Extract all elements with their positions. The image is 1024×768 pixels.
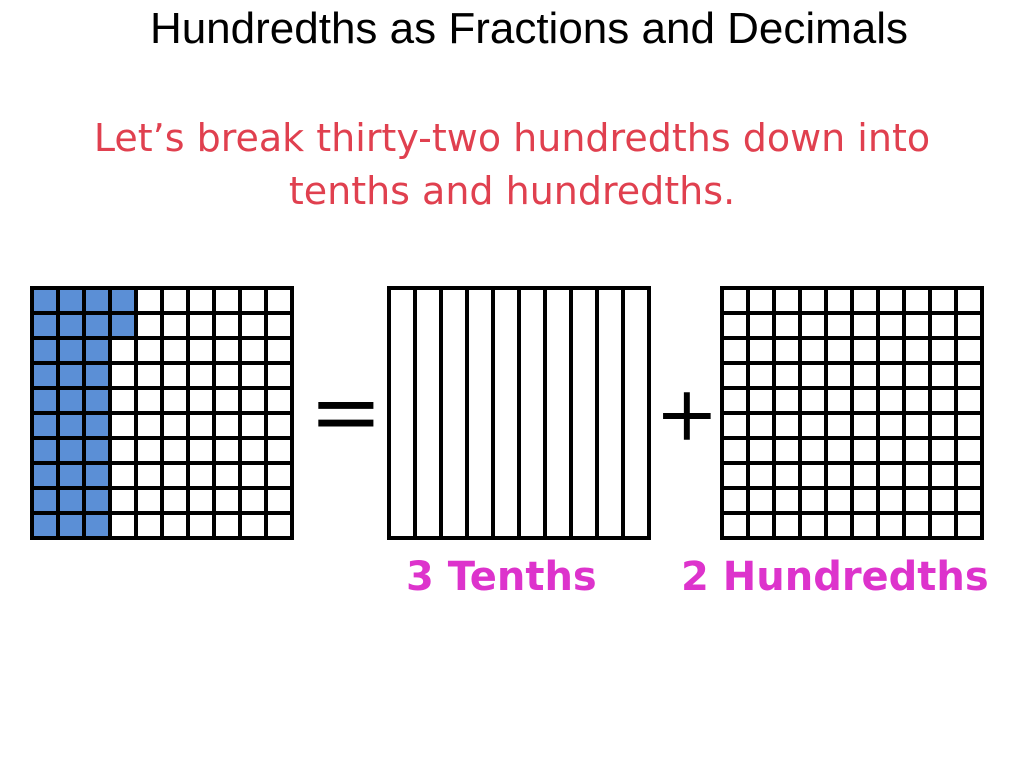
hundredths-shaded-grid-cell-shaded	[84, 488, 110, 513]
hundredths-grid-cell	[748, 513, 774, 538]
hundredths-shaded-grid-cell	[136, 513, 162, 538]
hundredths-shaded-grid-cell-shaded	[58, 363, 84, 388]
equals-sign: =	[309, 360, 383, 463]
hundredths-shaded-grid-cell	[162, 463, 188, 488]
hundredths-grid-cell	[904, 488, 930, 513]
hundredths-shaded-grid-cell	[136, 463, 162, 488]
hundredths-shaded-grid-cell-shaded	[58, 513, 84, 538]
hundredths-shaded-grid-cell	[136, 438, 162, 463]
hundredths-shaded-grid-cell-shaded	[32, 463, 58, 488]
hundredths-shaded-grid-cell-shaded	[58, 338, 84, 363]
hundredths-grid-cell	[722, 288, 748, 313]
hundredths-grid-cell	[956, 363, 982, 388]
hundredths-shaded-grid-cell-shaded	[58, 413, 84, 438]
hundredths-grid-cell	[852, 513, 878, 538]
hundredths-grid-cell	[904, 438, 930, 463]
hundredths-model	[722, 288, 982, 538]
hundredths-grid-cell	[748, 288, 774, 313]
hundredths-grid-cell	[800, 438, 826, 463]
hundredths-grid-cell	[878, 288, 904, 313]
hundredths-grid-cell	[852, 313, 878, 338]
hundredths-grid-cell	[930, 438, 956, 463]
tenth-strip	[389, 288, 415, 538]
hundredths-grid-cell	[956, 463, 982, 488]
hundredths-shaded-grid-cell-shaded	[32, 413, 58, 438]
hundredths-grid-cell	[774, 438, 800, 463]
hundredths-shaded-grid-cell-shaded	[58, 463, 84, 488]
hundredths-grid-cell	[904, 513, 930, 538]
hundredths-shaded-grid-cell	[162, 488, 188, 513]
hundredths-shaded-grid-cell	[110, 413, 136, 438]
hundredths-shaded-grid-cell	[240, 313, 266, 338]
hundredths-grid-cell	[878, 463, 904, 488]
tenths-label: 3 Tenths	[406, 554, 597, 600]
hundredths-shaded-grid-cell	[162, 338, 188, 363]
hundredths-shaded-grid-cell-shaded	[84, 388, 110, 413]
hundredths-grid-cell	[956, 413, 982, 438]
hundredths-shaded-grid-cell	[240, 413, 266, 438]
hundredths-shaded-grid-cell	[214, 288, 240, 313]
hundredths-shaded-grid-cell	[188, 338, 214, 363]
hundredths-shaded-grid-cell	[240, 338, 266, 363]
hundredths-shaded-grid-cell	[214, 488, 240, 513]
hundredths-grid-cell	[930, 363, 956, 388]
hundredths-grid-cell	[722, 513, 748, 538]
hundredths-grid-cell	[748, 338, 774, 363]
hundredths-shaded-grid-cell	[110, 488, 136, 513]
hundredths-shaded-grid-cell	[240, 288, 266, 313]
hundredths-grid-cell	[904, 288, 930, 313]
hundredths-grid-cell	[748, 363, 774, 388]
hundredths-grid-cell	[852, 388, 878, 413]
hundredths-grid-cell	[852, 488, 878, 513]
hundredths-shaded-grid-cell-shaded	[110, 313, 136, 338]
hundredths-shaded-grid-cell	[136, 313, 162, 338]
subtitle-line-2: tenths and hundredths.	[288, 169, 736, 213]
hundredths-shaded-grid-cell-shaded	[32, 438, 58, 463]
hundredths-shaded-grid-cell	[214, 338, 240, 363]
hundredths-shaded-grid-cell-shaded	[58, 488, 84, 513]
hundredths-grid-cell	[904, 463, 930, 488]
hundredths-grid-cell	[852, 363, 878, 388]
hundredths-grid-cell	[748, 463, 774, 488]
hundredths-grid-cell	[722, 438, 748, 463]
hundredths-shaded-grid-cell-shaded	[58, 313, 84, 338]
hundredths-shaded-grid-cell	[266, 388, 292, 413]
hundredths-grid-svg	[722, 288, 982, 538]
hundredths-shaded-grid-cell-shaded	[84, 288, 110, 313]
hundredths-shaded-grid-cell	[214, 438, 240, 463]
hundredths-grid-cell	[956, 488, 982, 513]
hundredths-grid-cell	[956, 288, 982, 313]
hundredths-shaded-grid-cell-shaded	[84, 338, 110, 363]
hundredths-shaded-grid-cell	[136, 338, 162, 363]
hundredths-grid-cell	[956, 388, 982, 413]
hundredths-grid-cell	[774, 363, 800, 388]
hundredths-label: 2 Hundredths	[681, 554, 989, 600]
hundredths-grid-cell	[800, 338, 826, 363]
hundredths-shaded-grid-cell	[188, 363, 214, 388]
hundredths-shaded-grid-cell	[110, 438, 136, 463]
tenth-strip	[545, 288, 571, 538]
hundredths-grid-cell	[722, 338, 748, 363]
hundredths-grid-cell	[774, 513, 800, 538]
hundredths-grid-cell	[878, 363, 904, 388]
hundredths-shaded-grid-cell-shaded	[84, 438, 110, 463]
hundredths-grid-cell	[852, 413, 878, 438]
hundredths-shaded-grid-cell	[188, 413, 214, 438]
hundredths-shaded-grid-cell-shaded	[84, 313, 110, 338]
hundredths-grid-cell	[774, 388, 800, 413]
hundredths-grid-cell	[722, 488, 748, 513]
tenth-strip	[467, 288, 493, 538]
hundredths-shaded-grid-cell	[110, 388, 136, 413]
hundredths-shaded-grid-cell	[266, 313, 292, 338]
tenth-strip	[415, 288, 441, 538]
hundredths-grid-cell	[774, 313, 800, 338]
hundredths-shaded-grid-cell	[162, 388, 188, 413]
hundredths-shaded-grid-cell	[162, 413, 188, 438]
hundredths-grid-cell	[826, 363, 852, 388]
hundredths-shaded-grid-cell	[162, 513, 188, 538]
hundredths-shaded-grid-cell	[136, 488, 162, 513]
slide-title: Hundredths as Fractions and Decimals	[149, 4, 909, 53]
hundredths-shaded-grid-cell	[110, 463, 136, 488]
hundredths-shaded-grid-cell-shaded	[32, 338, 58, 363]
hundredths-grid-cell	[930, 288, 956, 313]
plus-sign: +	[655, 369, 719, 458]
hundredths-shaded-grid-cell-shaded	[84, 463, 110, 488]
hundredths-grid-cell	[774, 338, 800, 363]
hundredths-grid-cell	[800, 288, 826, 313]
hundredths-shaded-grid-cell-shaded	[58, 388, 84, 413]
hundredths-grid-cell	[748, 488, 774, 513]
hundredths-shaded-grid-cell	[188, 388, 214, 413]
hundredths-shaded-grid-cell	[162, 363, 188, 388]
hundredths-grid-cell	[800, 413, 826, 438]
hundredths-grid-cell	[800, 363, 826, 388]
hundredths-grid-cell	[748, 388, 774, 413]
hundredths-shaded-grid-cell	[214, 313, 240, 338]
hundredths-shaded-grid-cell-shaded	[32, 513, 58, 538]
tenths-strips-svg	[389, 288, 649, 538]
hundredths-shaded-grid-cell-shaded	[32, 388, 58, 413]
hundredths-grid-cell	[852, 288, 878, 313]
hundredths-grid-cell	[878, 313, 904, 338]
hundredths-grid-cell	[904, 363, 930, 388]
hundredths-grid-cell	[904, 338, 930, 363]
tenth-strip	[571, 288, 597, 538]
hundredths-shaded-grid-cell-shaded	[32, 488, 58, 513]
hundredths-shaded-grid-cell	[214, 388, 240, 413]
hundredths-shaded-grid-cell	[188, 288, 214, 313]
tenth-strip	[441, 288, 467, 538]
hundredths-model-shaded	[32, 288, 292, 538]
hundredths-shaded-grid-cell	[136, 363, 162, 388]
hundredths-grid-cell	[722, 388, 748, 413]
hundredths-grid-cell	[930, 413, 956, 438]
hundredths-shaded-grid-cell	[188, 313, 214, 338]
hundredths-shaded-grid-cell	[240, 488, 266, 513]
hundredths-shaded-grid-cell	[266, 438, 292, 463]
hundredths-grid-cell	[878, 388, 904, 413]
hundredths-grid-cell	[774, 488, 800, 513]
hundredths-grid-cell	[722, 363, 748, 388]
hundredths-grid-cell	[722, 313, 748, 338]
hundredths-shaded-grid-cell	[162, 438, 188, 463]
hundredths-shaded-grid-cell-shaded	[32, 288, 58, 313]
hundredths-grid-cell	[826, 513, 852, 538]
hundredths-grid-cell	[826, 388, 852, 413]
hundredths-shaded-grid-cell	[110, 338, 136, 363]
hundredths-grid-cell	[722, 413, 748, 438]
hundredths-grid-cell	[774, 463, 800, 488]
hundredths-shaded-grid-cell	[214, 463, 240, 488]
hundredths-shaded-grid-cell	[240, 363, 266, 388]
hundredths-shaded-grid-cell	[240, 463, 266, 488]
hundredths-grid-cell	[930, 513, 956, 538]
hundredths-shaded-grid-cell	[266, 463, 292, 488]
hundredths-shaded-grid-cell	[240, 388, 266, 413]
hundredths-grid-cell	[826, 488, 852, 513]
hundredths-shaded-grid-cell	[110, 513, 136, 538]
hundredths-grid-cell	[930, 463, 956, 488]
hundredths-grid-cell	[956, 438, 982, 463]
hundredths-shaded-grid-cell	[136, 413, 162, 438]
hundredths-grid-cell	[826, 438, 852, 463]
hundredths-shaded-grid-cell-shaded	[32, 363, 58, 388]
hundredths-grid-cell	[826, 313, 852, 338]
hundredths-shaded-grid-cell-shaded	[58, 288, 84, 313]
hundredths-grid-cell	[878, 413, 904, 438]
hundredths-grid-cell	[748, 413, 774, 438]
hundredths-grid-cell	[800, 513, 826, 538]
hundredths-grid-cell	[748, 313, 774, 338]
hundredths-grid-cell	[748, 438, 774, 463]
hundredths-shaded-grid-cell	[188, 488, 214, 513]
hundredths-grid-cell	[800, 463, 826, 488]
hundredths-grid-cell	[852, 438, 878, 463]
hundredths-grid-cell	[774, 288, 800, 313]
hundredths-grid-cell	[878, 438, 904, 463]
hundredths-grid-cell	[826, 463, 852, 488]
tenth-strip	[519, 288, 545, 538]
hundredths-grid-cell	[904, 388, 930, 413]
tenths-model	[389, 288, 649, 538]
hundredths-shaded-grid-cell	[266, 288, 292, 313]
hundredths-shaded-grid-cell	[266, 338, 292, 363]
hundredths-grid-cell	[930, 388, 956, 413]
hundredths-grid-cell	[904, 413, 930, 438]
subtitle-line-1: Let’s break thirty-two hundredths down into	[93, 116, 931, 160]
hundredths-grid-cell	[878, 338, 904, 363]
hundredths-grid-cell	[800, 388, 826, 413]
hundredths-grid-cell	[930, 313, 956, 338]
hundredths-grid-cell	[930, 338, 956, 363]
hundredths-grid-cell	[878, 513, 904, 538]
hundredths-shaded-grid-cell	[240, 438, 266, 463]
hundredths-shaded-grid-cell-shaded	[58, 438, 84, 463]
hundredths-grid-cell	[800, 488, 826, 513]
hundredths-shaded-grid-cell	[188, 513, 214, 538]
hundredths-shaded-grid-cell	[110, 363, 136, 388]
hundredths-grid-cell	[878, 488, 904, 513]
hundredths-shaded-grid-cell	[188, 438, 214, 463]
hundredths-shaded-grid-cell-shaded	[32, 313, 58, 338]
hundredths-shaded-grid-cell	[266, 363, 292, 388]
hundredths-shaded-grid-cell	[214, 413, 240, 438]
hundredths-shaded-grid-cell	[266, 513, 292, 538]
hundredths-grid-cell	[956, 313, 982, 338]
hundredths-grid-cell	[826, 413, 852, 438]
hundredths-shaded-grid-cell	[136, 288, 162, 313]
hundredths-grid-cell	[722, 463, 748, 488]
hundredths-shaded-grid-cell	[162, 288, 188, 313]
hundredths-grid-cell	[904, 313, 930, 338]
hundredths-shaded-grid-cell-shaded	[84, 513, 110, 538]
hundredths-grid-cell	[774, 413, 800, 438]
hundredths-grid-cell	[826, 288, 852, 313]
hundredths-grid-cell	[826, 338, 852, 363]
hundredths-shaded-grid-cell	[188, 463, 214, 488]
hundredths-shaded-grid-cell	[136, 388, 162, 413]
hundredths-grid-cell	[956, 513, 982, 538]
hundredths-shaded-grid-cell-shaded	[84, 363, 110, 388]
hundredths-shaded-grid-cell	[214, 513, 240, 538]
tenth-strip	[623, 288, 649, 538]
hundredths-shaded-grid-cell	[162, 313, 188, 338]
hundredths-grid-cell	[956, 338, 982, 363]
hundredths-grid-cell	[852, 463, 878, 488]
hundredths-shaded-grid-cell-shaded	[84, 413, 110, 438]
hundredths-shaded-grid-cell	[214, 363, 240, 388]
hundredths-shaded-grid-cell	[266, 413, 292, 438]
hundredths-grid-shaded-svg	[32, 288, 292, 538]
hundredths-shaded-grid-cell-shaded	[110, 288, 136, 313]
hundredths-grid-cell	[800, 313, 826, 338]
tenth-strip	[597, 288, 623, 538]
hundredths-shaded-grid-cell	[240, 513, 266, 538]
hundredths-shaded-grid-cell	[266, 488, 292, 513]
tenth-strip	[493, 288, 519, 538]
hundredths-grid-cell	[852, 338, 878, 363]
slide-subtitle	[0, 112, 1024, 218]
hundredths-grid-cell	[930, 488, 956, 513]
